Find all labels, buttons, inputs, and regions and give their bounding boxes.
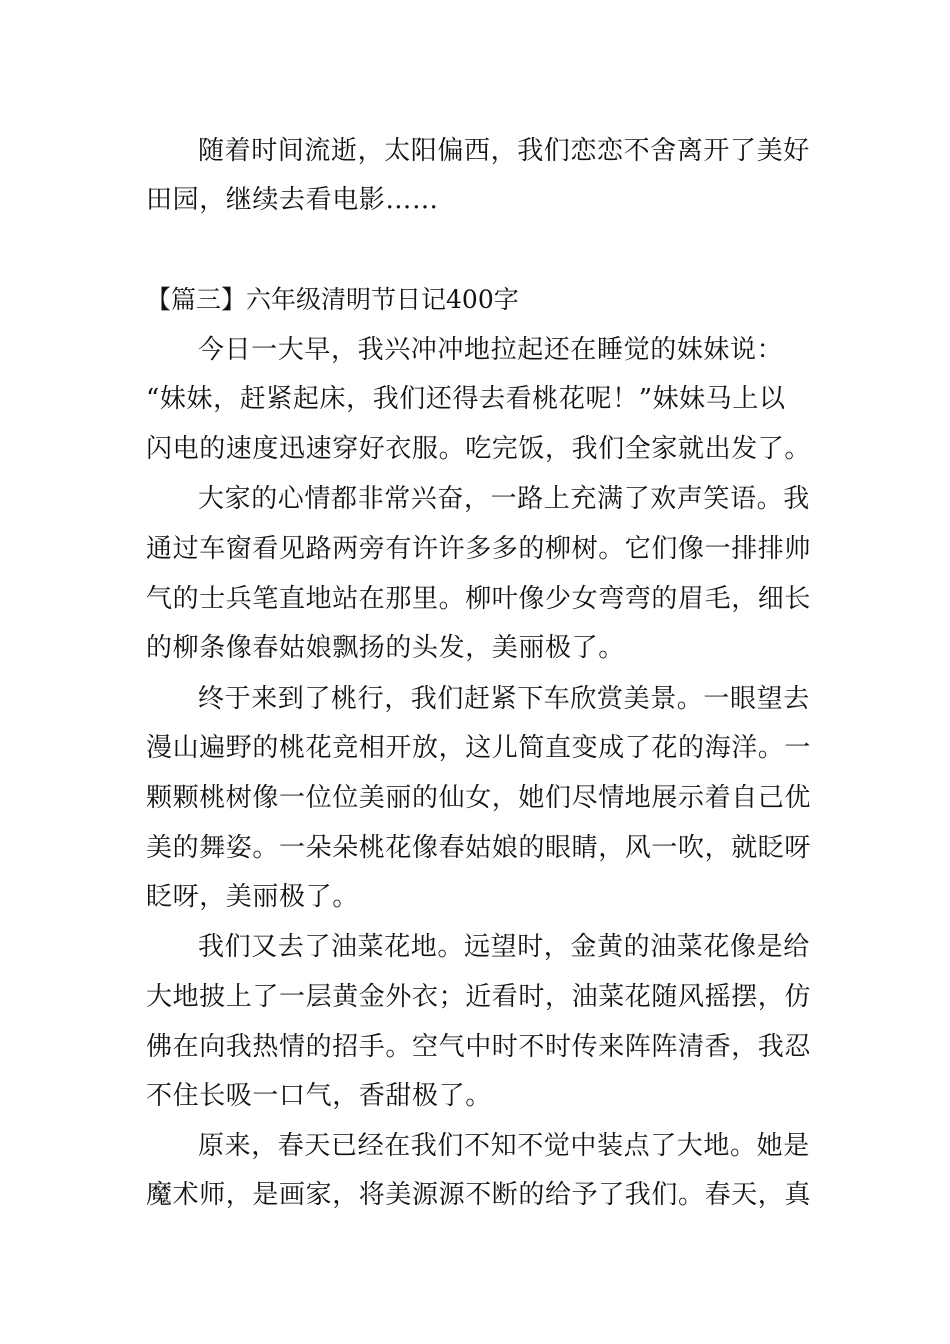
paragraph-line: 漫山遍野的桃花竞相开放，这儿简直变成了花的海洋。一 bbox=[146, 733, 812, 763]
paragraph-line: 美的舞姿。一朵朵桃花像春姑娘的眼睛，风一吹，就眨呀 bbox=[146, 833, 812, 863]
paragraph-line: “妹妹，赶紧起床，我们还得去看桃花呢！”妹妹马上以 bbox=[146, 384, 786, 414]
paragraph-line: 原来，春天已经在我们不知不觉中装点了大地。她是 bbox=[198, 1131, 810, 1161]
paragraph-line: 佛在向我热情的招手。空气中时不时传来阵阵清香，我忍 bbox=[146, 1032, 812, 1062]
paragraph-line: 大地披上了一层黄金外衣；近看时，油菜花随风摇摆，仿 bbox=[146, 982, 812, 1012]
paragraph-line: 终于来到了桃行，我们赶紧下车欣赏美景。一眼望去 bbox=[198, 684, 810, 714]
paragraph-line: 今日一大早，我兴冲冲地拉起还在睡觉的妹妹说： bbox=[198, 335, 784, 365]
paragraph-line: 眨呀，美丽极了。 bbox=[146, 882, 359, 912]
paragraph-line: 不住长吸一口气，香甜极了。 bbox=[146, 1081, 492, 1111]
paragraph-line: 我们又去了油菜花地。远望时，金黄的油菜花像是给 bbox=[198, 932, 810, 962]
paragraph-line: 的柳条像春姑娘飘扬的头发，美丽极了。 bbox=[146, 633, 625, 663]
paragraph-line: 魔术师，是画家，将美源源不断的给予了我们。春天，真 bbox=[146, 1180, 812, 1210]
paragraph-line: 颗颗桃树像一位位美丽的仙女，她们尽情地展示着自己优 bbox=[146, 783, 812, 813]
paragraph-line: 通过车窗看见路两旁有许许多多的柳树。它们像一排排帅 bbox=[146, 534, 812, 564]
paragraph-line: 田园，继续去看电影…… bbox=[146, 185, 439, 215]
paragraph-line: 闪电的速度迅速穿好衣服。吃完饭，我们全家就出发了。 bbox=[146, 434, 812, 464]
paragraph-line: 随着时间流逝，太阳偏西，我们恋恋不舍离开了美好 bbox=[198, 136, 810, 166]
paragraph-line: 气的士兵笔直地站在那里。柳叶像少女弯弯的眉毛，细长 bbox=[146, 584, 812, 614]
paragraph-line: 大家的心情都非常兴奋，一路上充满了欢声笑语。我 bbox=[198, 484, 810, 514]
section-heading: 【篇三】六年级清明节日记400字 bbox=[146, 285, 519, 314]
